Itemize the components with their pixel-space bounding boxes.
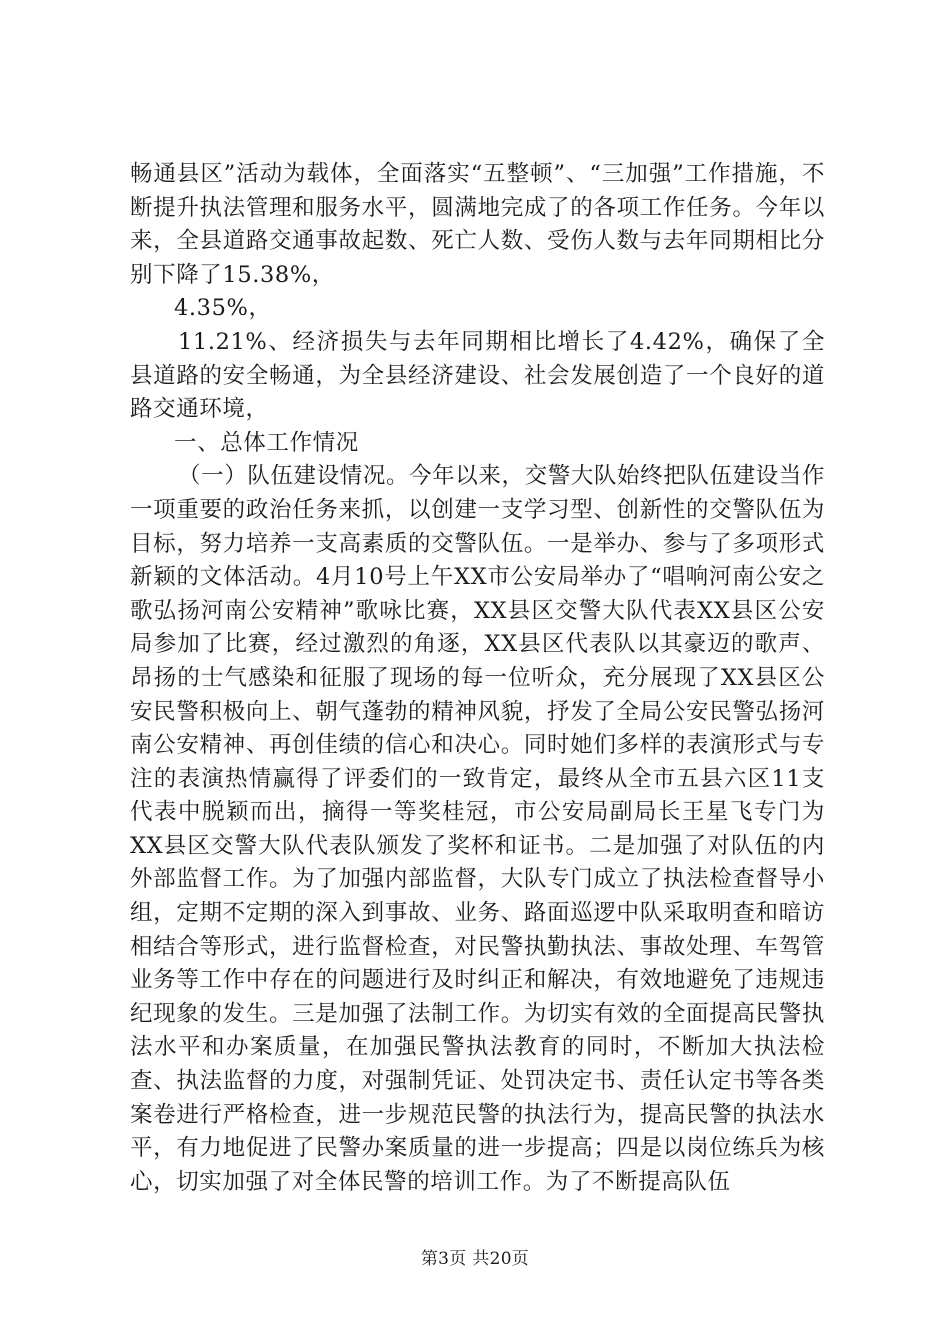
paragraph-percent-2: 11.21%、经济损失与去年同期相比增长了4.42%，确保了全县道路的安全畅通，为全县经济建设、社会发展创造了一个良好的道路交通环境， bbox=[130, 328, 825, 423]
document-body bbox=[130, 158, 825, 1199]
page-number: 第3页 共20页 bbox=[420, 1249, 530, 1269]
paragraph-percent-1: 4.35%， bbox=[174, 295, 272, 322]
section-heading: 一、总体工作情况 bbox=[174, 429, 359, 456]
paragraph-intro: 畅通县区”活动为载体，全面落实“五整顿”、“三加强”工作措施，不断提升执法管理和服务水平，圆满地完成了的各项工作任务。今年以来，全县道路交通事故起数、死亡人数、受伤人数与去年同期相比分别下降了15.38%， bbox=[130, 161, 825, 288]
paragraph-team-building: （一）队伍建设情况。今年以来，交警大队始终把队伍建设当作一项重要的政治任务来抓，以创建一支学习型、创新性的交警队伍为目标，努力培养一支高素质的交警队伍。一是举办、参与了多项形式新颖的文体活动。4月10号上午XX市公安局举办了“唱响河南公安之歌弘扬河南公安精神”歌咏比赛，XX县区交警大队代表XX县区公安局参加了比赛，经过激烈的角逐，XX县区代表队以其豪迈的歌声、昂扬的士气感染和征服了现场的每一位听众，充分展现了XX县区公安民警积极向上、朝气蓬勃的精神风貌，抒发了全局公安民警弘扬河南公安精神、再创佳绩的信心和决心。同时她们多样的表演形式与专注的表演热情赢得了评委们的一致肯定，最终从全市五县六区11支代表中脱颖而出，摘得一等奖桂冠，市公安局副局长王星飞专门为XX县区交警大队代表队颁发了奖杯和证书。二是加强了对队伍的内外部监督工作。为了加强内部监督，大队专门成立了执法检查督导小组，定期不定期的深入到事故、业务、路面巡逻中队采取明查和暗访相结合等形式，进行监督检查，对民警执勤执法、事故处理、车驾管业务等工作中存在的问题进行及时纠正和解决，有效地避免了违规违纪现象的发生。三是加强了法制工作。为切实有效的全面提高民警执法水平和办案质量，在加强民警执法教育的同时，不断加大执法检查、执法监督的力度，对强制凭证、处罚决定书、责任认定书等各类案卷进行严格检查，进一步规范民警的执法行为，提高民警的执法水平，有力地促进了民警办案质量的进一步提高；四是以岗位练兵为核心，切实加强了对全体民警的培训工作。为了不断提高队伍 bbox=[130, 463, 825, 1195]
